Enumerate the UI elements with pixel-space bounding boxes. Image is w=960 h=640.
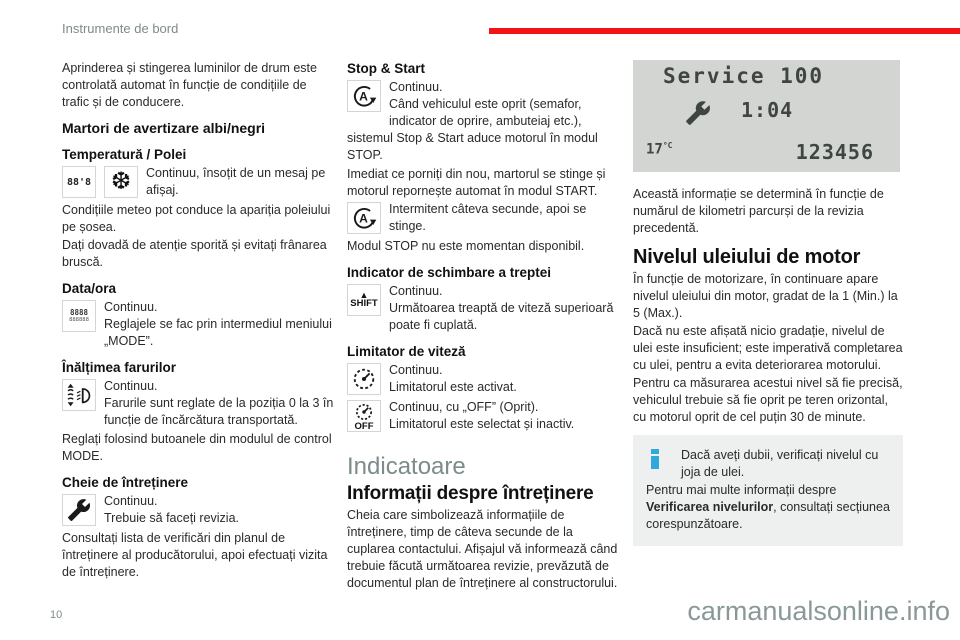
lcd-temperature: $17^{^\circ C}$ (646, 141, 673, 158)
entry-stop-start-2 (347, 201, 619, 236)
heading-temperatura: Temperatură / Polei (62, 147, 187, 162)
temperature-display-icon: 88'8 (62, 166, 96, 198)
section-title-indicatoare: Indicatoare (347, 453, 466, 480)
heading-schimbare-trepte: Indicator de schimbare a treptei (347, 265, 552, 280)
speed-limiter-icon (347, 363, 381, 395)
paragraph: Dacă nu este afișată nicio gradație, nivelul de ulei este insuficient; este imperativă completarea cu ulei, pentru a evita deteriorarea motorului. (633, 324, 903, 372)
column-left (62, 60, 334, 582)
entry-text: Continuu. Limitatorul este activat. (389, 363, 517, 394)
instrument-cluster-display (633, 60, 900, 172)
entry-cheie (62, 493, 334, 528)
paragraph: Dați dovadă de atenție sporită și evitați frânarea bruscă. (62, 238, 327, 269)
heading-informatii-intretinere: Informații despre întreținere (347, 483, 594, 504)
snowflake-icon: ❆ (110, 168, 132, 195)
entry-text: Continuu. Farurile sunt reglate de la poziția 0 la 3 în funcție de încărcătura transportată. (104, 379, 334, 427)
heading-inaltimea-farurilor: Înălțimea farurilor (62, 360, 177, 375)
info-text-1: Dacă aveți dubii, verificați nivelul cu joja de ulei. (681, 448, 879, 479)
paragraph: În funcție de motorizare, în continuare apare nivelul uleiului din motor, gradat de la 1 (Min.) la 5 (Max.). (633, 272, 898, 320)
column-right (633, 60, 903, 546)
svg-text:A: A (359, 89, 368, 104)
entry-schimbare (347, 283, 619, 334)
info-note-box (633, 435, 903, 546)
entry-text: Continuu. Trebuie să faceți revizia. (104, 494, 240, 525)
heading-cheie-intretinere: Cheie de întreținere (62, 475, 189, 490)
header-accent-bar (489, 28, 960, 34)
paragraph: Cheia care simbolizează informațiile de întreținere, timp de câteva secunde de la cuplarea contactului. Afișajul vă informează când trebuie făcută următoarea revizie, prevăzută de documentul plan de întreținere al constructorului. (347, 508, 618, 590)
info-text-2: Pentru mai multe informații despre Verificarea nivelurilor, consultați secțiunea corespunzătoare. (646, 483, 890, 531)
entry-text: Continuu. Reglajele se fac prin intermediul meniului „MODE”. (104, 300, 332, 348)
speed-limiter-off-icon: OFF (347, 400, 381, 432)
headlight-leveling-icon (62, 379, 96, 411)
entry-inaltimea (62, 378, 334, 429)
entry-text: Continuu. Când vehiculul este oprit (semafor, indicator de oprire, ambuteiaj etc.), sistemul Stop & Start aduce motorul în modul STOP. (347, 80, 598, 162)
date-time-display-icon: 8888 888888 (62, 300, 96, 332)
lcd-service-interval: 1:04 (741, 98, 794, 122)
wrench-icon (62, 494, 96, 526)
paragraph: Condițiile meteo pot conduce la apariția poleiului pe șosea. (62, 203, 331, 234)
entry-text: Continuu. Următoarea treaptă de viteză superioară poate fi cuplată. (389, 284, 614, 332)
entry-text: Continuu, cu „OFF” (Oprit). Limitatorul este selectat și inactiv. (389, 400, 575, 431)
page-header: Instrumente de bord (62, 21, 179, 36)
section-heading-martori: Martori de avertizare albi/negri (62, 120, 266, 136)
stop-start-icon (347, 202, 381, 234)
entry-limitator-1 (347, 362, 619, 397)
svg-text:A: A (359, 211, 368, 226)
heading-limitator: Limitator de viteză (347, 344, 466, 359)
page-number: 10 (50, 609, 63, 621)
entry-text: Intermitent câteva secunde, apoi se stinge. (389, 202, 587, 233)
paragraph: Imediat ce porniți din nou, martorul se stinge și motorul repornește automat în modul START. (347, 167, 606, 198)
lcd-service-text: Service 100 (663, 64, 825, 88)
lcd-odometer: 123456 (795, 140, 874, 164)
paragraph: Pentru ca măsurarea acestui nivel să fie precisă, vehiculul trebuie să fie oprit pe teren orizontal, cu motorul oprit de cel puțin 30 de minute. (633, 376, 903, 424)
paragraph: Reglați folosind butoanele din modulul de control MODE. (62, 432, 332, 463)
gear-shift-indicator-icon: ▲ SHIFT (347, 284, 381, 316)
paragraph: Modul STOP nu este momentan disponibil. (347, 239, 585, 253)
info-icon (651, 449, 659, 469)
intro-paragraph: Aprinderea și stingerea luminilor de drum este controlată automat în funcție de condițiile de trafic și de conducere. (62, 61, 317, 109)
watermark-text: carmanualsonline.info (687, 596, 950, 626)
paragraph: Această informație se determină în funcție de numărul de kilometri parcurși de la revizia precedentă. (633, 187, 884, 235)
entry-limitator-2 (347, 399, 619, 434)
entry-data-ora (62, 299, 334, 350)
heading-data-ora: Data/ora (62, 281, 117, 296)
entry-text: Continuu, însoțit de un mesaj pe afișaj. (146, 166, 326, 197)
stop-start-icon (347, 80, 381, 112)
heading-stop-start: Stop & Start (347, 61, 426, 76)
heading-nivelul-uleiului: Nivelul uleiului de motor (633, 246, 861, 268)
ice-warning-icon (104, 166, 138, 198)
entry-temperatura (62, 165, 334, 200)
paragraph: Consultați lista de verificări din planul de întreținere al producătorului, apoi efectuați vizita de întreținere. (62, 531, 328, 579)
column-middle (347, 60, 619, 593)
entry-stop-start-1 (347, 79, 619, 164)
lcd-wrench-icon (685, 100, 711, 126)
